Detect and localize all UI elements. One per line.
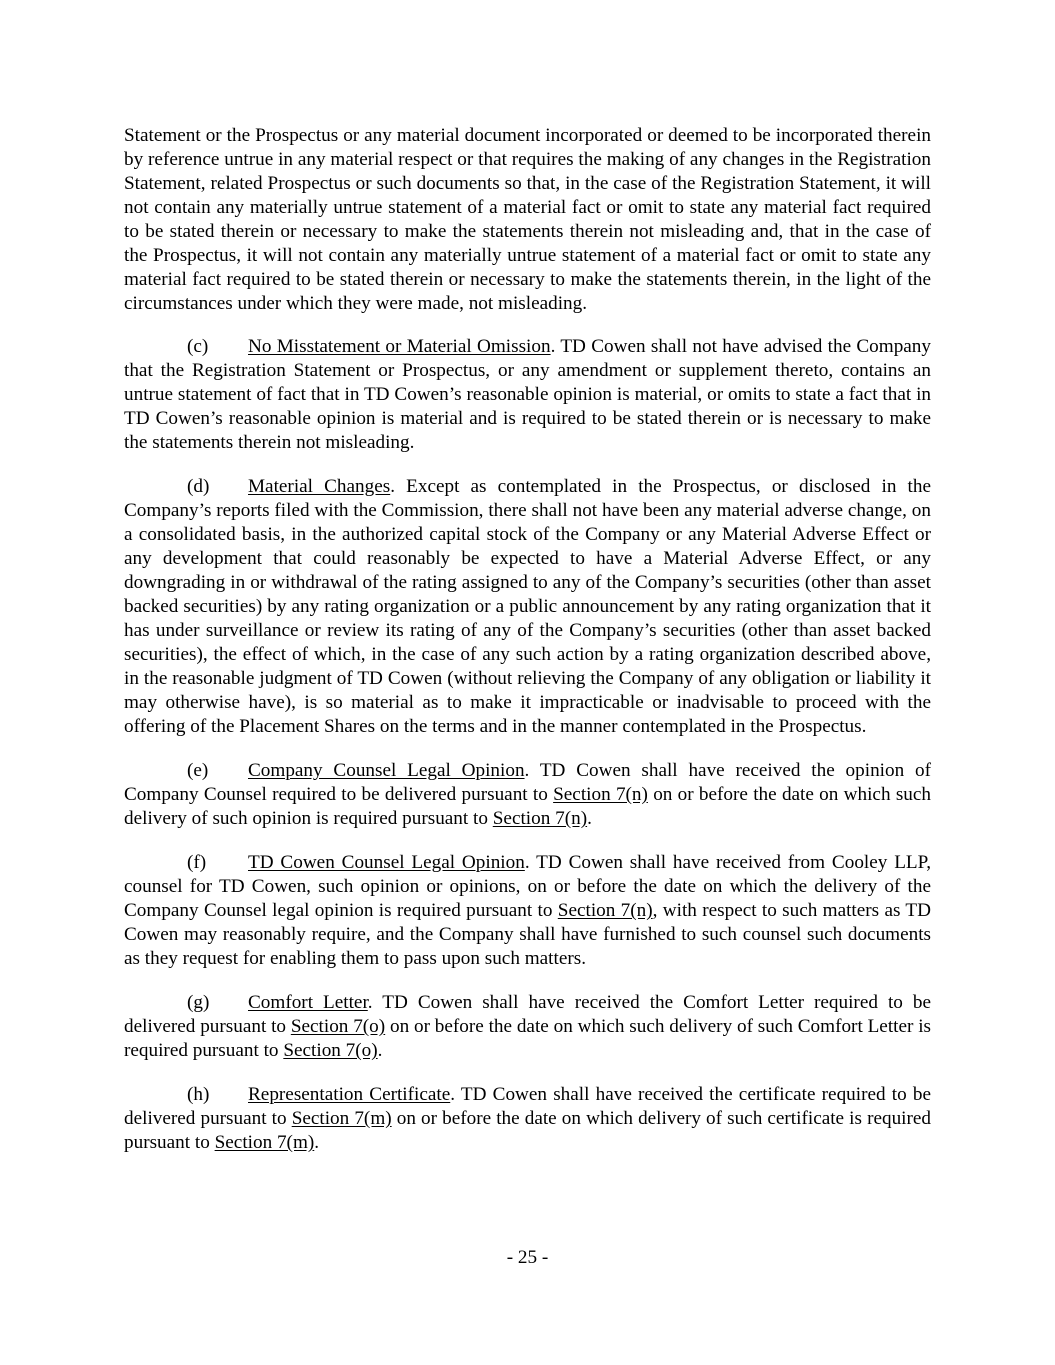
section-heading: Comfort Letter <box>248 992 368 1013</box>
paragraph-continuation: Statement or the Prospectus or any material document incorporated or deemed to be incorporated therein by reference untrue in any material respect or that requires the making of any changes in the Registration Statement, related Prospectus or such documents so that, in the case of the Registration Statement, it will not contain any materially untrue statement of a material fact or omit to state any material fact required to be stated therein or necessary to make the statements therein not misleading and, that in the case of the Prospectus, it will not contain any materially untrue statement of a material fact or omit to state any material fact required to be stated therein or necessary to make the statements therein, in the light of the circumstances under which they were made, not misleading. <box>124 125 931 314</box>
paragraph-label: (e) <box>187 760 209 781</box>
section-heading: Company Counsel Legal Opinion <box>248 760 525 781</box>
paragraph-c <box>124 335 931 455</box>
paragraph-label: (h) <box>187 1084 210 1105</box>
paragraph-body: . TD Cowen shall have received the opinion of Company Counsel required to be delivered pursuant to <box>124 760 931 805</box>
section-reference: Section 7(o) <box>290 1016 386 1037</box>
paragraph-body: . TD Cowen shall have received from Cooley LLP, counsel for TD Cowen, such opinion or opinions, on or before the date on which the delivery of the Company Counsel legal opinion is required pursuant to <box>124 852 931 921</box>
paragraph-body: , with respect to such matters as TD Cowen may reasonably require, and the Company shall have furnished to such counsel such documents as they request for enabling them to pass upon such matters. <box>124 900 931 969</box>
section-reference: Section 7(o) <box>283 1040 378 1061</box>
paragraph-g <box>124 991 931 1063</box>
paragraph-e <box>124 759 931 831</box>
page-number: - 25 - <box>506 1247 549 1268</box>
paragraph-body: . TD Cowen shall have received the certificate required to be delivered pursuant to <box>124 1084 931 1129</box>
paragraph-label: (d) <box>187 476 210 497</box>
section-reference: Section 7(n) <box>557 900 653 921</box>
paragraph-label: (c) <box>187 336 209 357</box>
section-reference: Section 7(n) <box>492 808 588 829</box>
paragraph-f <box>124 851 931 971</box>
section-heading: Material Changes <box>248 476 391 497</box>
paragraph-body: on or before the date on which delivery of such certificate is required pursuant to <box>124 1108 931 1153</box>
paragraph-body: . <box>314 1132 320 1153</box>
paragraph-body: on or before the date on which such delivery of such opinion is required pursuant to <box>124 784 931 829</box>
section-reference: Section 7(m) <box>291 1108 392 1129</box>
document-page <box>124 124 931 1175</box>
paragraph-body: . TD Cowen shall not have advised the Company that the Registration Statement or Prospectus, or any amendment or supplement thereto, contains an untrue statement of fact that in TD Cowen’s reasonable opinion is material, or omits to state a fact that in TD Cowen’s reasonable opinion is material and is required to be stated therein or is necessary to make the statements therein not misleading. <box>124 336 931 453</box>
paragraph-h <box>124 1083 931 1155</box>
section-reference: Section 7(m) <box>214 1132 315 1153</box>
paragraph-label: (f) <box>187 852 207 873</box>
section-reference: Section 7(n) <box>553 784 648 805</box>
section-heading: Representation Certificate <box>248 1084 451 1105</box>
paragraph-d <box>124 475 931 739</box>
section-heading: TD Cowen Counsel Legal Opinion <box>248 852 525 873</box>
paragraph-body: . <box>377 1040 383 1061</box>
paragraph-body: . <box>587 808 592 829</box>
paragraph-body: on or before the date on which such delivery of such Comfort Letter is required pursuant to <box>124 1016 931 1061</box>
paragraph-label: (g) <box>187 992 210 1013</box>
section-heading: No Misstatement or Material Omission <box>248 336 551 357</box>
paragraph-body: . Except as contemplated in the Prospectus, or disclosed in the Company’s reports filed with the Commission, there shall not have been any material adverse change, on a consolidated basis, in the authorized capital stock of the Company or any Material Adverse Effect or any development that could reasonably be expected to have a Material Adverse Effect, or any downgrading in or withdrawal of the rating assigned to any of the Company’s securities (other than asset backed securities) by any rating organization or a public announcement by any rating organization that it has under surveillance or review its rating of any of the Company’s securities (other than asset backed securities), the effect of which, in the case of any such action by a rating organization described above, in the reasonable judgment of TD Cowen (without relieving the Company of any obligation or liability it may otherwise have), is so material as to make it impracticable or inadvisable to proceed with the offering of the Placement Shares on the terms and in the manner contemplated in the Prospectus. <box>124 476 931 737</box>
paragraph-body: . TD Cowen shall have received the Comfort Letter required to be delivered pursuant to <box>124 992 931 1037</box>
